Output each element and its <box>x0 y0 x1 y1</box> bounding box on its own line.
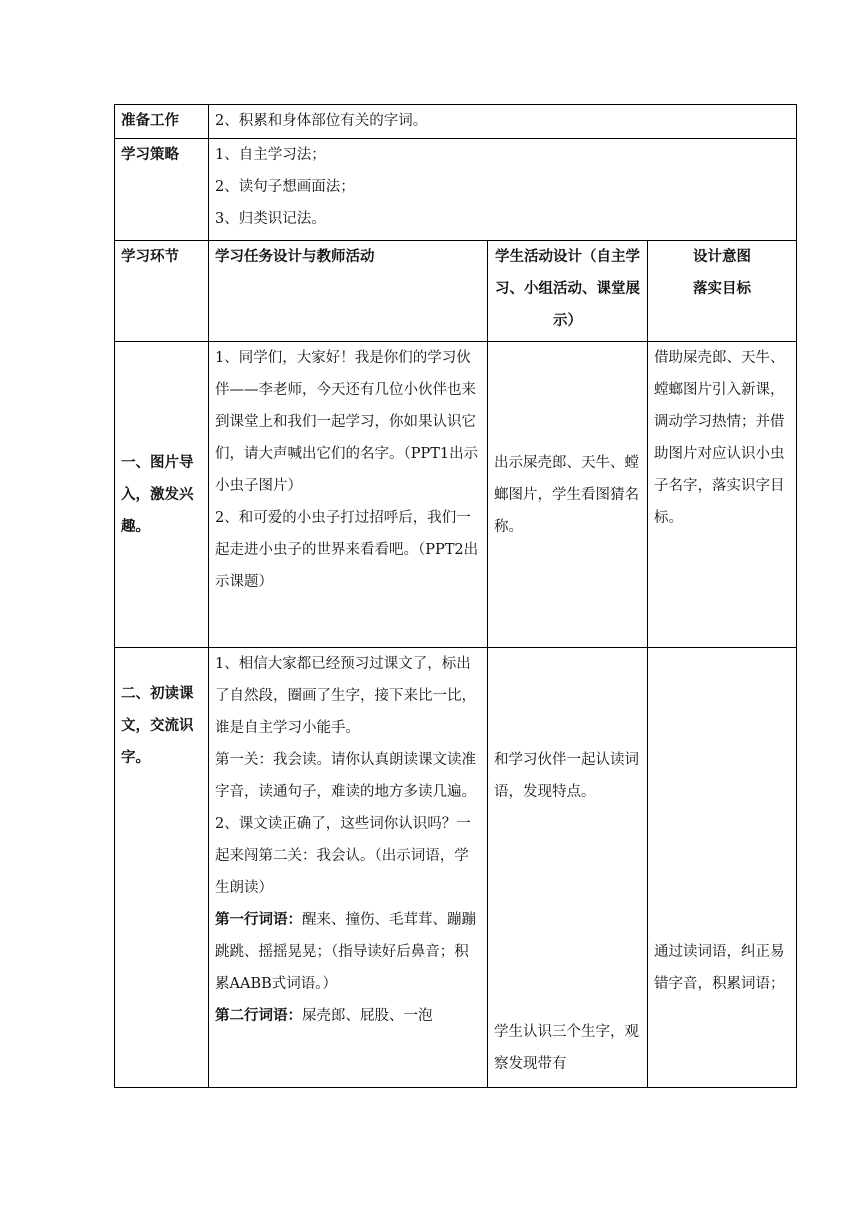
section1-label: 一、图片导入，激发兴趣。 <box>115 342 209 648</box>
section1-task <box>209 342 488 648</box>
section1-task-p1: 1、同学们，大家好！我是你们的学习伙伴——李老师，今天还有几位小伙伴也来到课堂上和我们一起学习，你如果认识它们，请大声喊出它们的名字。（PPT1出示小虫子图片） <box>215 350 479 494</box>
section2-label: 二、初读课文，交流识字。 <box>121 686 194 766</box>
header-stage: 学习环节 <box>115 241 209 342</box>
header-intent <box>648 241 797 342</box>
section1-student: 出示屎壳郎、天牛、螳螂图片，学生看图猜名称。 <box>488 342 648 648</box>
strategy-item: 3、归类识记法。 <box>215 211 326 227</box>
strategy-label: 学习策略 <box>115 139 209 241</box>
word-row1-text: 醒来、撞伤、毛茸茸、蹦蹦跳跳、摇摇晃晃；（指导读好后鼻音；积累AABB式词语。） <box>215 912 476 992</box>
section2-task <box>209 648 488 1088</box>
prep-text: 2、积累和身体部位有关的字词。 <box>209 105 797 139</box>
section2-label-cell <box>115 648 209 1088</box>
word-row1-label: 第一行词语： <box>215 912 302 928</box>
section2-task-p1: 1、相信大家都已经预习过课文了，标出了自然段，圈画了生字，接下来比一比，谁是自主学习小能手。 <box>215 656 476 736</box>
word-row2-text: 屎壳郎、屁股、一泡 <box>302 1008 433 1024</box>
section2-intent-text: 通过读词语，纠正易错字音，积累词语； <box>654 944 785 992</box>
word-row2-label: 第二行词语： <box>215 1008 302 1024</box>
section1-row <box>115 342 797 648</box>
section2-task-p5 <box>215 1000 481 1032</box>
strategy-list <box>209 139 797 241</box>
section1-intent: 借助屎壳郎、天牛、螳螂图片引入新课，调动学习热情；并借助图片对应认识小虫子名字，落实识字目标。 <box>648 342 797 648</box>
section2-student-2: 学生认识三个生字，观察发现带有 <box>494 1024 639 1072</box>
strategy-item: 2、读句子想画面法； <box>215 179 355 195</box>
header-intent-line2: 落实目标 <box>693 281 751 297</box>
section2-task-p2: 第一关：我会读。请你认真朗读课文读准字音，读通句子，难读的地方多读几遍。 <box>215 752 476 800</box>
section2-student-1: 和学习伙伴一起认读词语，发现特点。 <box>494 752 639 800</box>
section2-intent <box>648 648 797 1088</box>
header-row <box>115 241 797 342</box>
header-task: 学习任务设计与教师活动 <box>209 241 488 342</box>
header-student: 学生活动设计（自主学习、小组活动、课堂展示） <box>488 241 648 342</box>
lesson-plan-table <box>114 104 797 1088</box>
strategy-item: 1、自主学习法； <box>215 147 326 163</box>
header-intent-line1: 设计意图 <box>693 249 751 265</box>
prep-label: 准备工作 <box>115 105 209 139</box>
section2-task-p3: 2、课文读正确了，这些词你认识吗？一起来闯第二关：我会认。（出示词语，学生朗读） <box>215 816 471 896</box>
section1-task-p2: 2、和可爱的小虫子打过招呼后，我们一起走进小虫子的世界来看看吧。（PPT2出示课题） <box>215 510 479 590</box>
section2-task-p4 <box>215 904 481 1000</box>
section2-student <box>488 648 648 1088</box>
row-strategy <box>115 139 797 241</box>
row-prep <box>115 105 797 139</box>
section2-row <box>115 648 797 1088</box>
